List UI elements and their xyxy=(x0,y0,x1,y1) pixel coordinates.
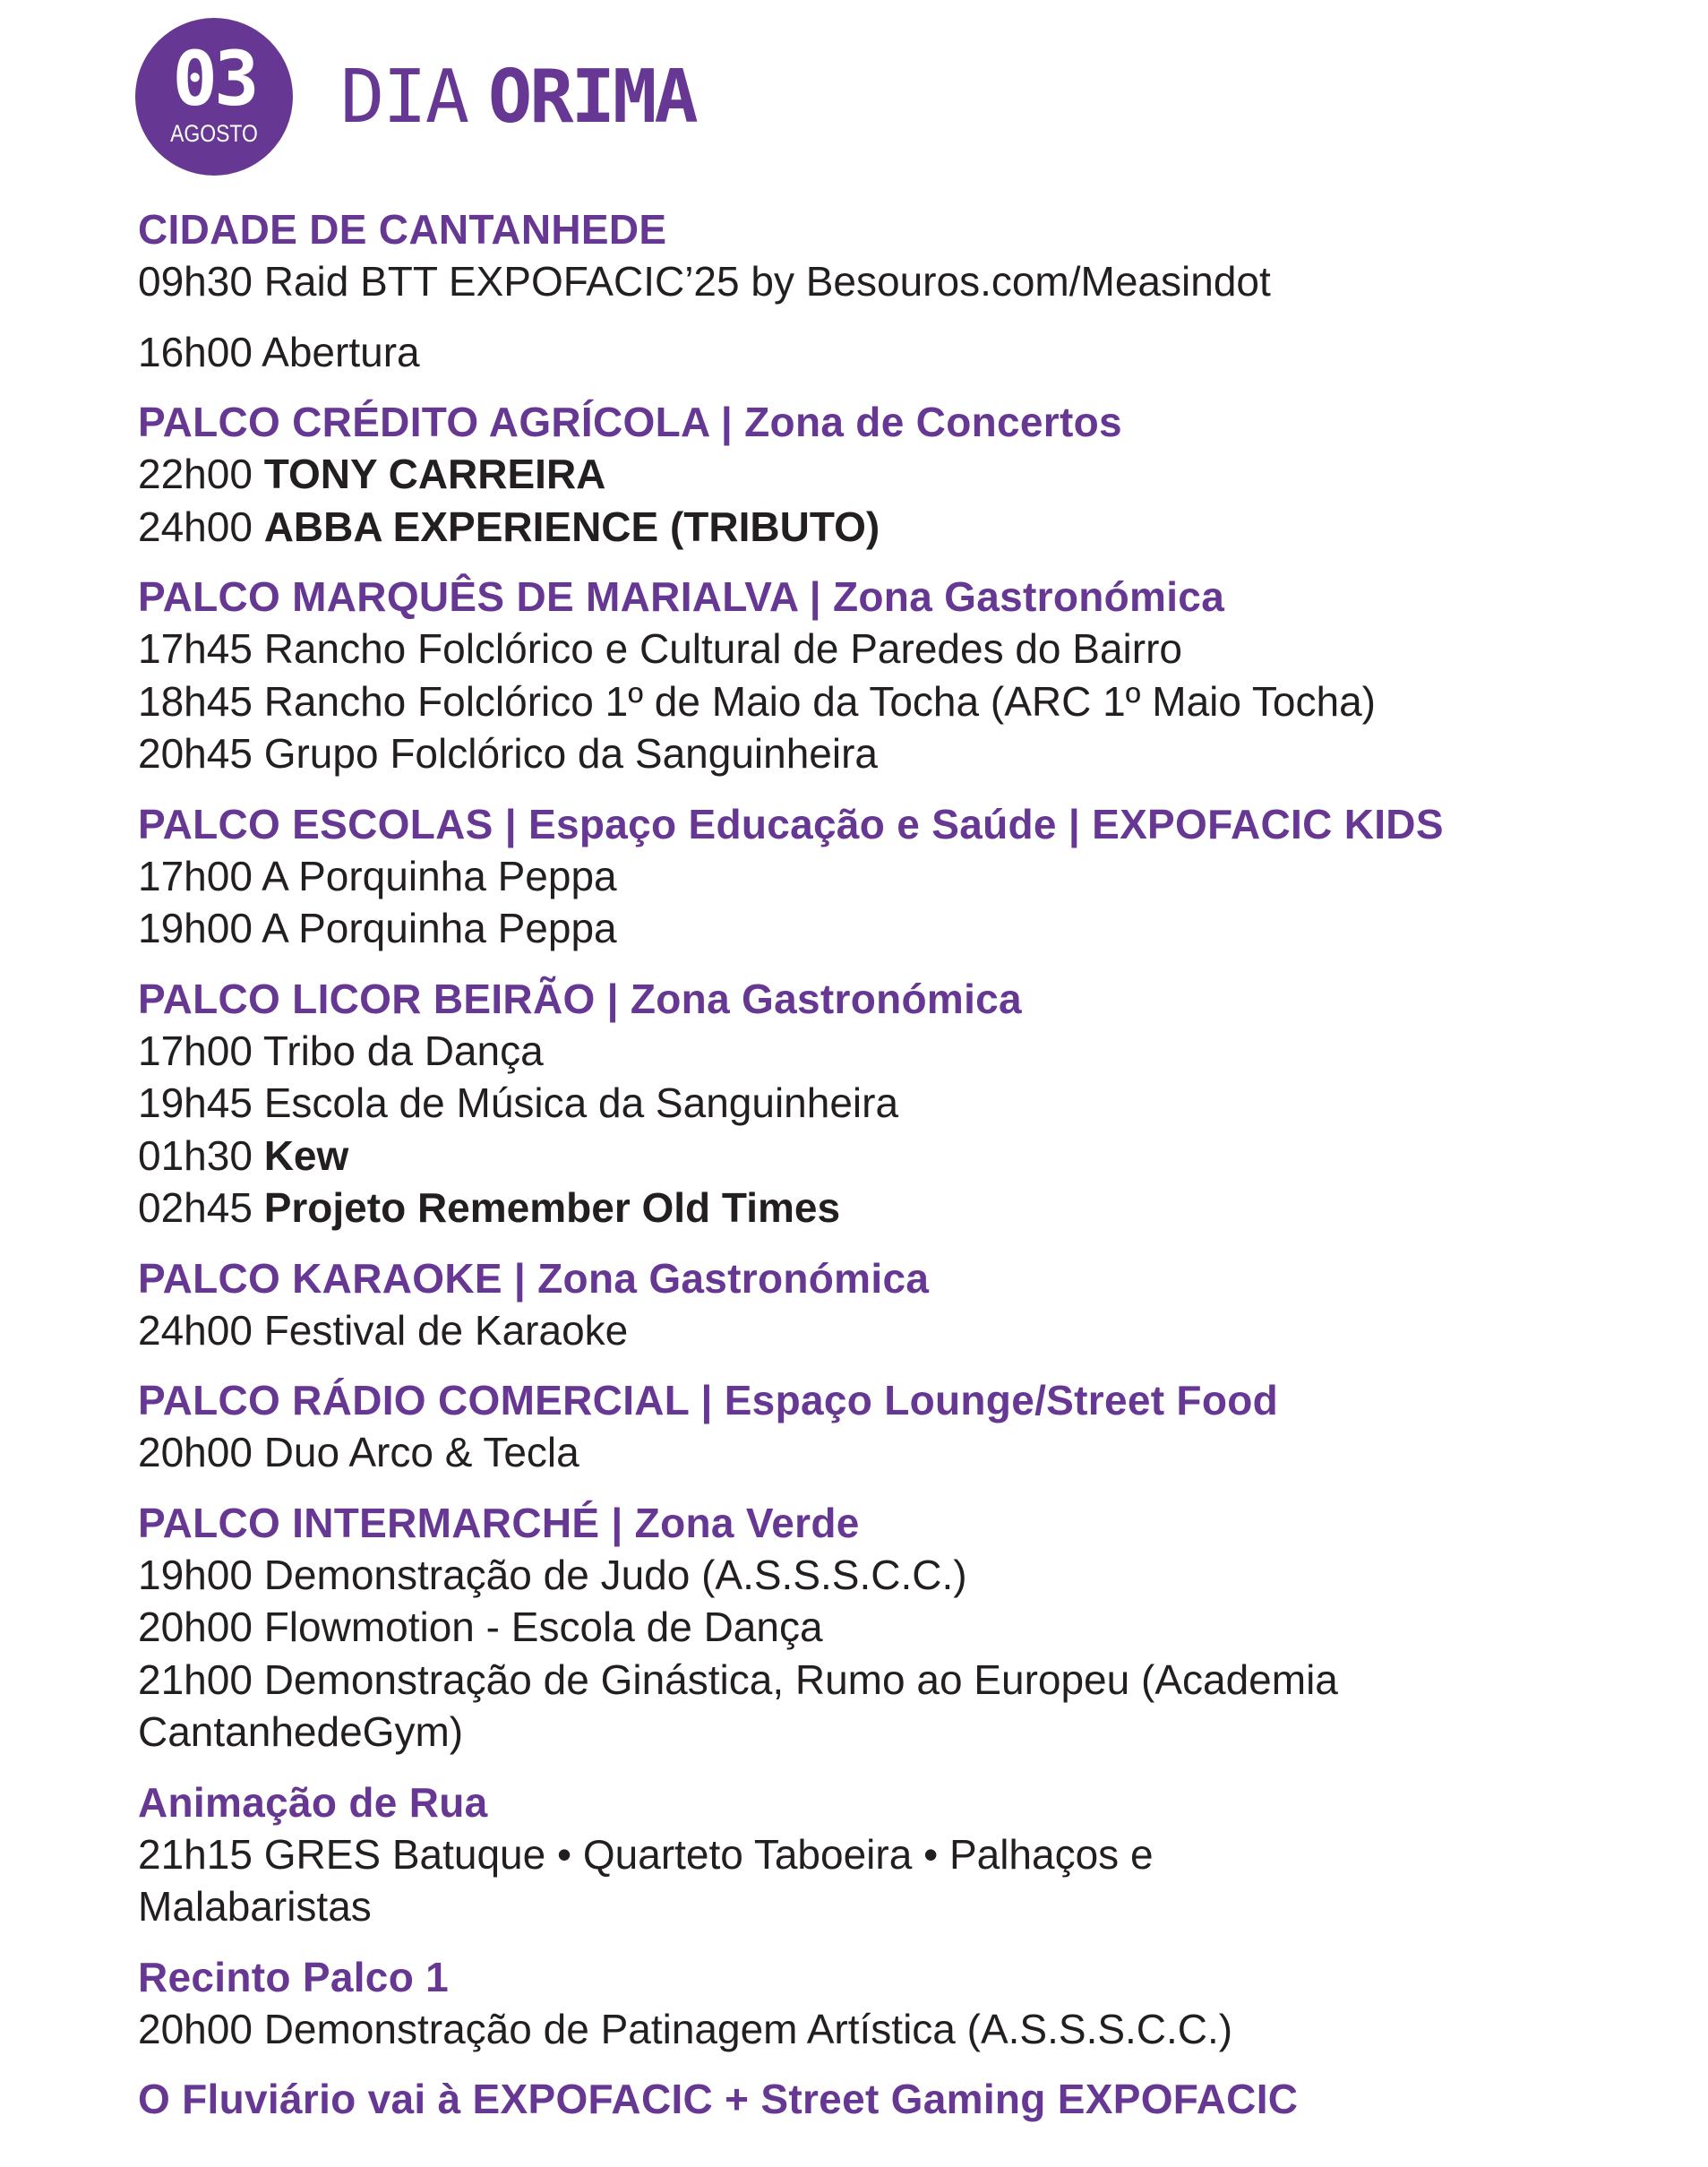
schedule-section xyxy=(138,571,1678,780)
event-time: 16h00 xyxy=(138,328,253,375)
event-item xyxy=(138,501,1678,554)
event-item xyxy=(138,1549,1678,1602)
schedule-section xyxy=(138,973,1678,1234)
event-name: Demonstração de Patinagem Artística (A.S.S.S.C.C.) xyxy=(263,2005,1233,2052)
event-name: CantanhedeGym) xyxy=(138,1708,464,1755)
event-time: 19h00 xyxy=(138,1551,253,1598)
event-item xyxy=(138,1426,1678,1479)
event-name: Rancho Folclórico e Cultural de Paredes do Bairro xyxy=(263,625,1182,672)
schedule-section xyxy=(138,798,1678,955)
event-item xyxy=(138,623,1678,675)
event-item xyxy=(138,675,1678,728)
event-time: 19h00 xyxy=(138,905,253,951)
event-name: TONY CARREIRA xyxy=(263,451,606,497)
event-name: A Porquinha Peppa xyxy=(262,852,617,899)
section-heading: CIDADE DE CANTANHEDE xyxy=(138,206,667,253)
section-heading: PALCO CRÉDITO AGRÍCOLA | Zona de Concertos xyxy=(138,399,1122,445)
schedule-section xyxy=(138,1951,1678,2056)
event-time: 02h45 xyxy=(138,1184,253,1231)
schedule-section xyxy=(138,1374,1678,1479)
event-name: Festival de Karaoke xyxy=(263,1306,629,1354)
event-item xyxy=(138,727,1678,780)
event-time: 20h45 xyxy=(138,730,253,777)
event-name: Projeto Remember Old Times xyxy=(263,1184,841,1231)
event-time: 18h45 xyxy=(138,677,253,725)
event-name: GRES Batuque • Quarteto Taboeira • Palhaços e xyxy=(263,1830,1154,1878)
event-name: Tribo da Dança xyxy=(262,1027,544,1074)
schedule-section xyxy=(138,2073,1678,2125)
event-name: Flowmotion - Escola de Dança xyxy=(263,1604,823,1650)
event-name: Raid BTT EXPOFACIC’25 by Besouros.com/Measindot xyxy=(263,258,1271,305)
event-name: Grupo Folclórico da Sanguinheira xyxy=(263,730,878,777)
event-item xyxy=(138,1182,1678,1234)
event-item xyxy=(138,1880,1678,1933)
event-item xyxy=(138,2003,1678,2056)
schedule xyxy=(138,203,1678,2125)
event-item xyxy=(138,1654,1678,1707)
event-time: 09h30 xyxy=(138,258,253,305)
event-item xyxy=(138,1706,1678,1759)
event-name: Escola de Música da Sanguinheira xyxy=(263,1079,899,1126)
event-item xyxy=(138,448,1678,501)
schedule-section xyxy=(138,1497,1678,1759)
event-time: 21h15 xyxy=(138,1830,253,1878)
event-item xyxy=(138,326,1678,379)
event-time: 17h45 xyxy=(138,625,253,672)
event-item xyxy=(138,255,1678,308)
event-name: Rancho Folclórico 1º de Maio da Tocha (ARC 1º Maio Tocha) xyxy=(263,677,1376,725)
event-item xyxy=(138,850,1678,903)
event-time: 01h30 xyxy=(138,1131,253,1179)
section-heading: PALCO KARAOKE | Zona Gastronómica xyxy=(138,1254,930,1302)
event-time: 19h45 xyxy=(138,1079,253,1126)
title-prefix: DIA xyxy=(340,55,468,140)
event-name: A Porquinha Peppa xyxy=(262,905,617,951)
event-item xyxy=(138,1077,1678,1130)
event-item xyxy=(138,1304,1678,1357)
section-heading: O Fluviário vai à EXPOFACIC + Street Gaming EXPOFACIC xyxy=(138,2076,1299,2122)
section-heading: Recinto Palco 1 xyxy=(138,1953,450,2000)
section-heading: Animação de Rua xyxy=(138,1778,488,1826)
event-name: Kew xyxy=(263,1131,349,1179)
section-heading: PALCO RÁDIO COMERCIAL | Espaço Lounge/Street Food xyxy=(138,1377,1279,1423)
event-name: Demonstração de Judo (A.S.S.S.C.C.) xyxy=(263,1551,967,1598)
event-time: 21h00 xyxy=(138,1655,253,1703)
event-time: 20h00 xyxy=(138,1429,253,1475)
event-name: Duo Arco & Tecla xyxy=(263,1429,579,1475)
event-time: 22h00 xyxy=(138,451,253,497)
section-heading: PALCO MARQUÊS DE MARIALVA | Zona Gastronómica xyxy=(138,573,1225,620)
event-name: Demonstração de Ginástica, Rumo ao Europeu (Academia xyxy=(263,1655,1338,1703)
event-item xyxy=(138,902,1678,955)
month-label: AGOSTO xyxy=(170,120,258,147)
event-time: 20h00 xyxy=(138,1604,253,1650)
title-day-name: ORIMA xyxy=(487,55,696,140)
event-name: Malabaristas xyxy=(138,1883,372,1930)
event-time: 20h00 xyxy=(138,2005,253,2052)
schedule-section xyxy=(138,396,1678,553)
event-time: 17h00 xyxy=(138,852,253,899)
event-item xyxy=(138,1025,1678,1078)
page-title xyxy=(340,57,696,138)
date-badge xyxy=(135,18,293,176)
event-name: Abertura xyxy=(262,328,420,375)
schedule-section xyxy=(138,203,1678,378)
event-item xyxy=(138,1601,1678,1654)
event-time: 17h00 xyxy=(138,1027,253,1074)
section-heading: PALCO INTERMARCHÉ | Zona Verde xyxy=(138,1499,860,1546)
event-time: 24h00 xyxy=(138,1306,253,1354)
schedule-section xyxy=(138,1776,1678,1933)
day-number: 03 xyxy=(172,35,256,123)
section-heading: PALCO ESCOLAS | Espaço Educação e Saúde | EXPOFACIC KIDS xyxy=(138,800,1444,847)
schedule-section xyxy=(138,1252,1678,1357)
section-heading: PALCO LICOR BEIRÃO | Zona Gastronómica xyxy=(138,975,1022,1022)
event-name: ABBA EXPERIENCE (TRIBUTO) xyxy=(263,503,880,550)
event-item xyxy=(138,1828,1678,1881)
event-item xyxy=(138,1130,1678,1182)
event-time: 24h00 xyxy=(138,503,253,550)
